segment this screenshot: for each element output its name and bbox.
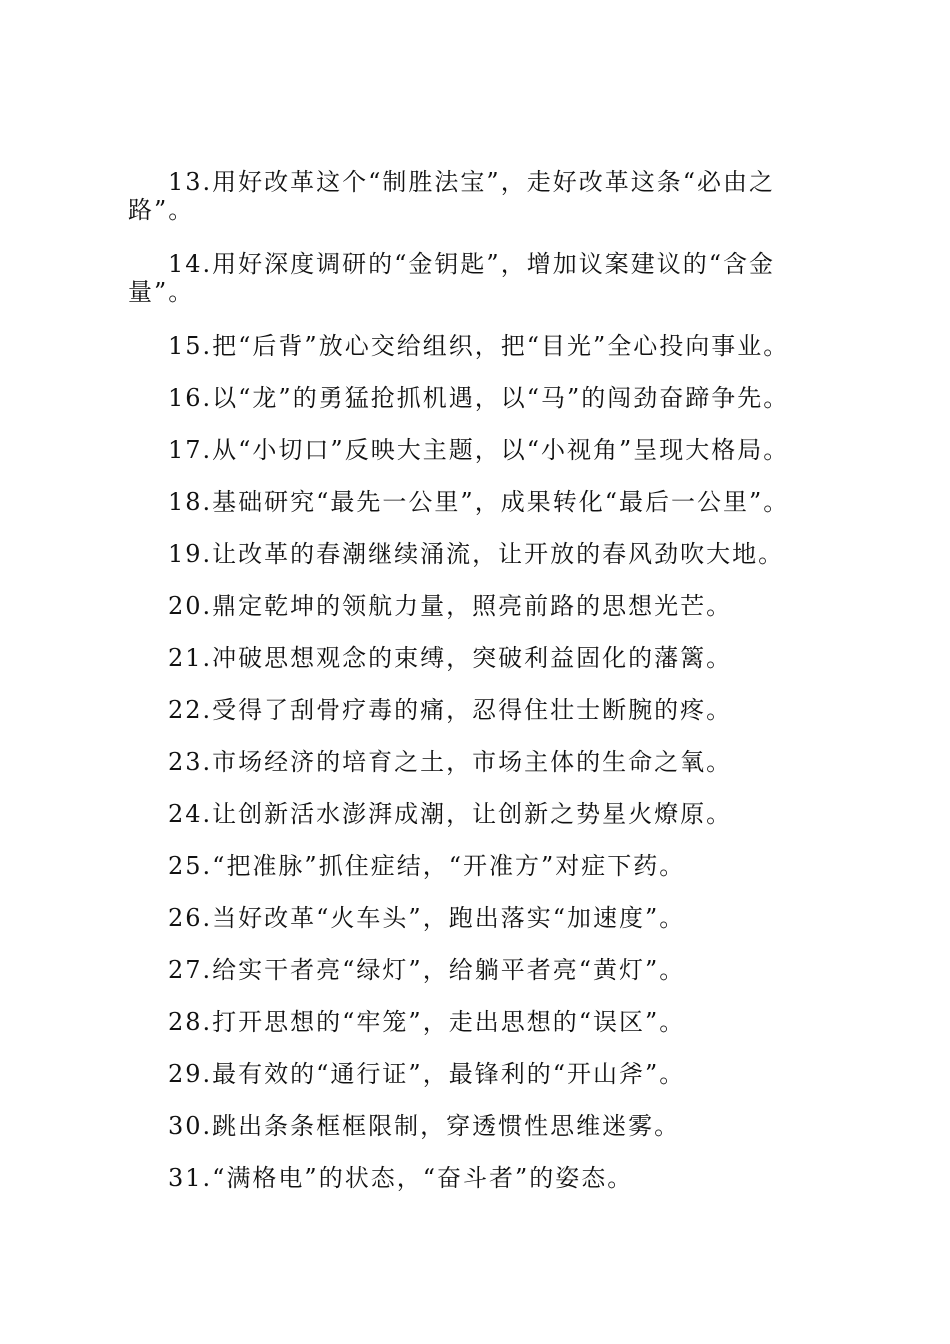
list-item: 25.“把准脉”抓住症结，“开准方”对症下药。: [168, 852, 686, 880]
list-item: 29.最有效的“通行证”，最锋利的“开山斧”。: [168, 1060, 686, 1088]
list-item: 19.让改革的春潮继续涌流，让开放的春风劲吹大地。: [168, 540, 785, 568]
list-item: 28.打开思想的“牢笼”，走出思想的“误区”。: [168, 1008, 686, 1036]
list-item: 13.用好改革这个“制胜法宝”，走好改革这条“必由之路”。: [128, 168, 775, 224]
list-item: 23.市场经济的培育之土，市场主体的生命之氧。: [168, 748, 733, 776]
list-item: 24.让创新活水澎湃成潮，让创新之势星火燎原。: [168, 800, 733, 828]
list-item: 20.鼎定乾坤的领航力量，照亮前路的思想光芒。: [168, 592, 733, 620]
list-item: 31.“满格电”的状态，“奋斗者”的姿态。: [168, 1164, 634, 1192]
list-item: 30.跳出条条框框限制，穿透惯性思维迷雾。: [168, 1112, 681, 1140]
list-item: 21.冲破思想观念的束缚，突破利益固化的藩篱。: [168, 644, 733, 672]
list-item: 18.基础研究“最先一公里”，成果转化“最后一公里”。: [168, 488, 790, 516]
list-item: 17.从“小切口”反映大主题，以“小视角”呈现大格局。: [168, 436, 790, 464]
list-item: 27.给实干者亮“绿灯”，给躺平者亮“黄灯”。: [168, 956, 686, 984]
list-item: 16.以“龙”的勇猛抢抓机遇，以“马”的闯劲奋蹄争先。: [168, 384, 790, 412]
list-item: 15.把“后背”放心交给组织，把“目光”全心投向事业。: [168, 332, 790, 360]
list-item: 22.受得了刮骨疗毒的痛，忍得住壮士断腕的疼。: [168, 696, 733, 724]
document-body: [128, 168, 834, 1216]
list-item: 26.当好改革“火车头”，跑出落实“加速度”。: [168, 904, 686, 932]
list-item: 14.用好深度调研的“金钥匙”，增加议案建议的“含金量”。: [128, 250, 775, 306]
